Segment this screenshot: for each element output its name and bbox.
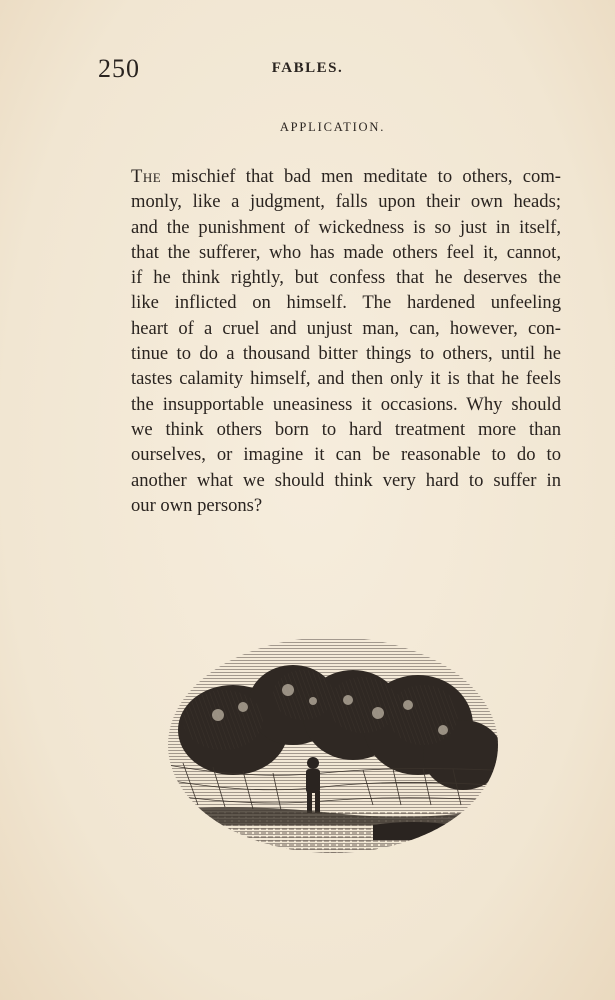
woodcut-fisherman-icon: [163, 635, 503, 860]
text-line: the insupportable uneasiness it occasions. Why should: [131, 393, 561, 415]
text-line: another what we should think very hard to suffer in: [131, 469, 561, 491]
text-line: tinue to do a thousand bitter things to others, until he: [131, 343, 561, 365]
first-word: The: [131, 166, 162, 187]
text-line: ourselves, or imagine it can be reasonable to do to: [131, 444, 561, 466]
text-line: heart of a cruel and unjust man, can, however, con-: [131, 317, 561, 339]
running-title: FABLES.: [271, 60, 344, 76]
text-line: if he think rightly, but confess that he deserves the: [131, 267, 561, 289]
application-paragraph: [131, 164, 561, 518]
section-heading: APPLICATION.: [279, 120, 386, 134]
text-line: The mischief that bad men meditate to others, com-: [131, 166, 561, 187]
text-line: like inflicted on himself. The hardened unfeeling: [131, 292, 561, 314]
text-line: monly, like a judgment, falls upon their own heads;: [131, 191, 561, 213]
text-line: our own persons?: [131, 494, 263, 516]
text-line: we think others born to hard treatment more than: [131, 418, 561, 440]
woodcut-illustration: [163, 635, 503, 860]
text-line: that the sufferer, who has made others feel it, cannot,: [131, 241, 561, 263]
text-line: tastes calamity himself, and then only it is that he feels: [131, 368, 561, 390]
page-number: 250: [98, 54, 140, 83]
text-line: and the punishment of wickedness is so just in itself,: [131, 216, 561, 238]
